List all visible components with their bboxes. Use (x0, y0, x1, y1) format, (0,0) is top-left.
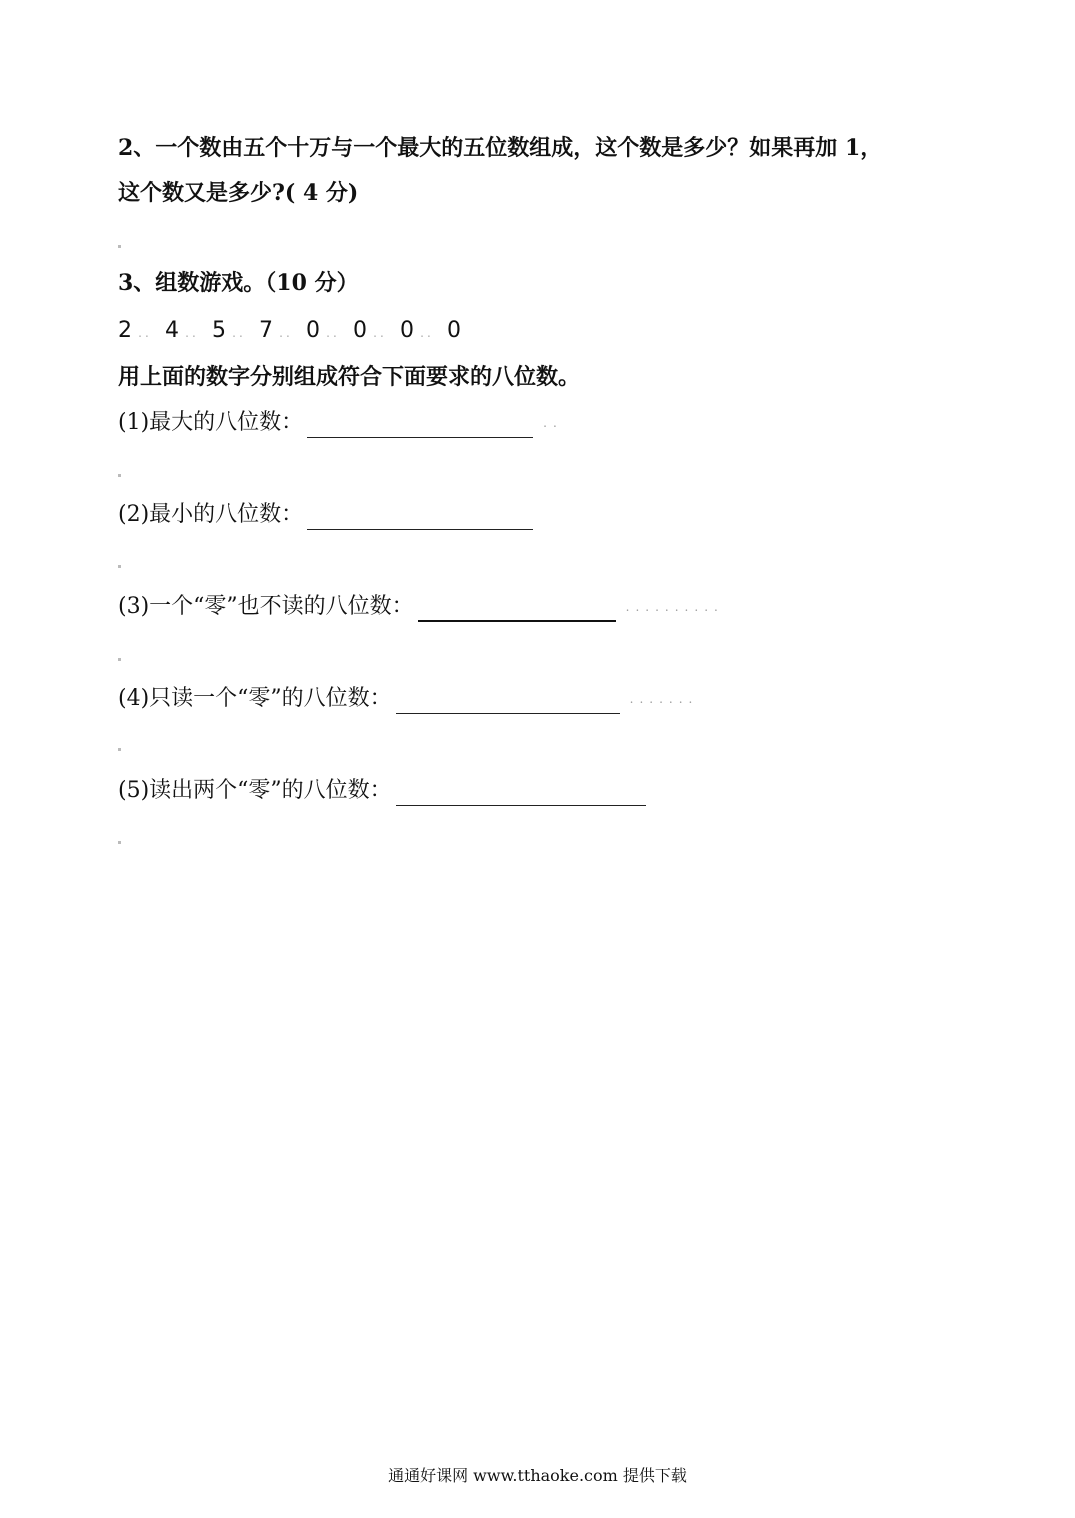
item-1-answer-blank[interactable] (307, 413, 533, 438)
digit: 0 (400, 318, 414, 343)
digit: 0 (353, 318, 367, 343)
item-2 (118, 500, 533, 530)
spacer-mark (118, 748, 121, 751)
question-3-instruction: 用上面的数字分别组成符合下面要求的八位数。 (118, 364, 581, 390)
digit: 0 (306, 318, 320, 343)
digit: 0 (447, 318, 461, 343)
item-4-label: (4)只读一个“零”的八位数： (118, 686, 392, 711)
spacer-mark (118, 841, 121, 844)
item-1-label: (1)最大的八位数： (118, 410, 304, 435)
question-2-line-1: 2、一个数由五个十万与一个最大的五位数组成，这个数是多少？如果再加 1， (118, 135, 883, 161)
item-4: (4)只读一个“零”的八位数： ....... (118, 684, 698, 714)
spacer-mark (118, 245, 121, 248)
item-2-label: (2)最小的八位数： (118, 502, 304, 527)
item-5-label: (5)读出两个“零”的八位数： (118, 778, 392, 803)
spacer-mark (118, 658, 121, 661)
digit-cards: 2 .. 4 .. 5 .. 7 .. 0 .. 0 .. 0 .. 0 (118, 316, 461, 348)
item-3-label: (3)一个“零”也不读的八位数： (118, 594, 414, 619)
digit: 2 (118, 318, 132, 343)
item-5-answer-blank[interactable] (396, 781, 646, 806)
item-3-answer-blank[interactable] (418, 596, 616, 622)
item-3: (3)一个“零”也不读的八位数： .......... (118, 592, 724, 622)
spacer-mark (118, 565, 121, 568)
page-footer: 通通好课网 www.tthaoke.com 提供下载 (388, 1466, 687, 1485)
question-2-line-2: 这个数又是多少?( 4 分) (118, 180, 359, 206)
item-2-answer-blank[interactable] (307, 505, 533, 530)
digit: 5 (212, 318, 226, 343)
digit: 4 (165, 318, 179, 343)
item-1: (1)最大的八位数： .. (118, 408, 563, 438)
spacer-mark (118, 474, 121, 477)
question-3-title: 3、组数游戏。（10 分） (118, 270, 359, 296)
item-5 (118, 776, 646, 806)
digit: 7 (259, 318, 273, 343)
item-4-answer-blank[interactable] (396, 689, 620, 714)
